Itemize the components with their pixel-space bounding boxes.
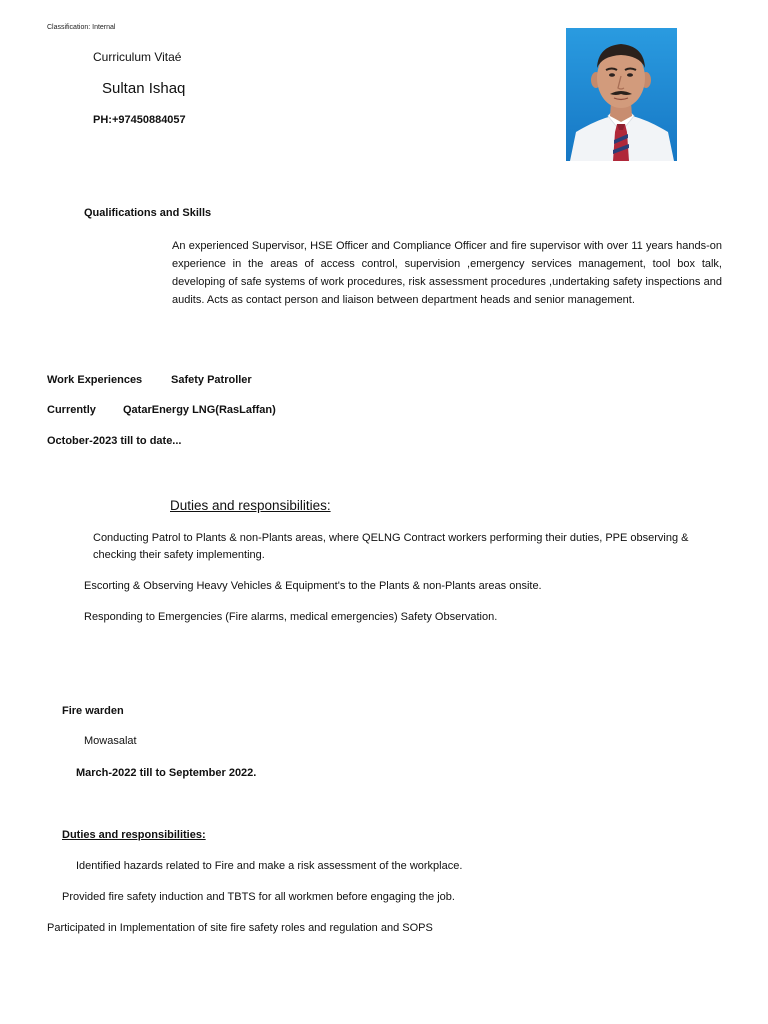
job1-duty-item: Escorting & Observing Heavy Vehicles & Equipment's to the Plants & non-Plants areas onsite. xyxy=(84,580,542,592)
job2-duty-item: Participated in Implementation of site fire safety roles and regulation and SOPS xyxy=(47,922,433,934)
job2-title: Fire warden xyxy=(62,705,124,717)
profile-photo-image xyxy=(566,28,677,161)
job1-period: October-2023 till to date... xyxy=(47,435,182,447)
profile-photo xyxy=(566,28,677,161)
job2-duty-item: Identified hazards related to Fire and make a risk assessment of the workplace. xyxy=(76,860,463,872)
cv-title: Curriculum Vitaé xyxy=(93,50,182,64)
candidate-name: Sultan Ishaq xyxy=(102,80,186,97)
phone-number: PH:+97450884057 xyxy=(93,114,186,126)
job1-duties-heading: Duties and responsibilities: xyxy=(170,498,331,513)
job2-company: Mowasalat xyxy=(84,735,137,747)
job1-title: Safety Patroller xyxy=(171,374,252,386)
job2-duty-item: Provided fire safety induction and TBTS for all workmen before engaging the job. xyxy=(62,891,455,903)
job1-status: Currently xyxy=(47,404,96,416)
qualifications-summary: An experienced Supervisor, HSE Officer and Compliance Officer and fire supervisor with over 11 years hands-on experience in the areas of access control, supervision ,emergency services management, tool box talk, developing of safe systems of work procedures, risk assessment procedures ,undertaking safety inspections and audits. Acts as contact person and liaison between department heads and senior management. xyxy=(172,240,722,306)
job2-duties-heading: Duties and responsibilities: xyxy=(62,829,206,841)
job2-period: March-2022 till to September 2022. xyxy=(76,767,257,779)
classification-label: Classification: Internal xyxy=(47,24,116,31)
work-experience-label: Work Experiences xyxy=(47,374,143,386)
job1-company: QatarEnergy LNG(RasLaffan) xyxy=(123,404,276,416)
job1-duty-item: Conducting Patrol to Plants & non-Plants areas, where QELNG Contract workers performing their duties, PPE observing & checking their safety implementing. xyxy=(93,532,689,561)
job1-duty-item: Responding to Emergencies (Fire alarms, medical emergencies) Safety Observation. xyxy=(84,611,498,623)
qualifications-heading: Qualifications and Skills xyxy=(84,207,212,219)
